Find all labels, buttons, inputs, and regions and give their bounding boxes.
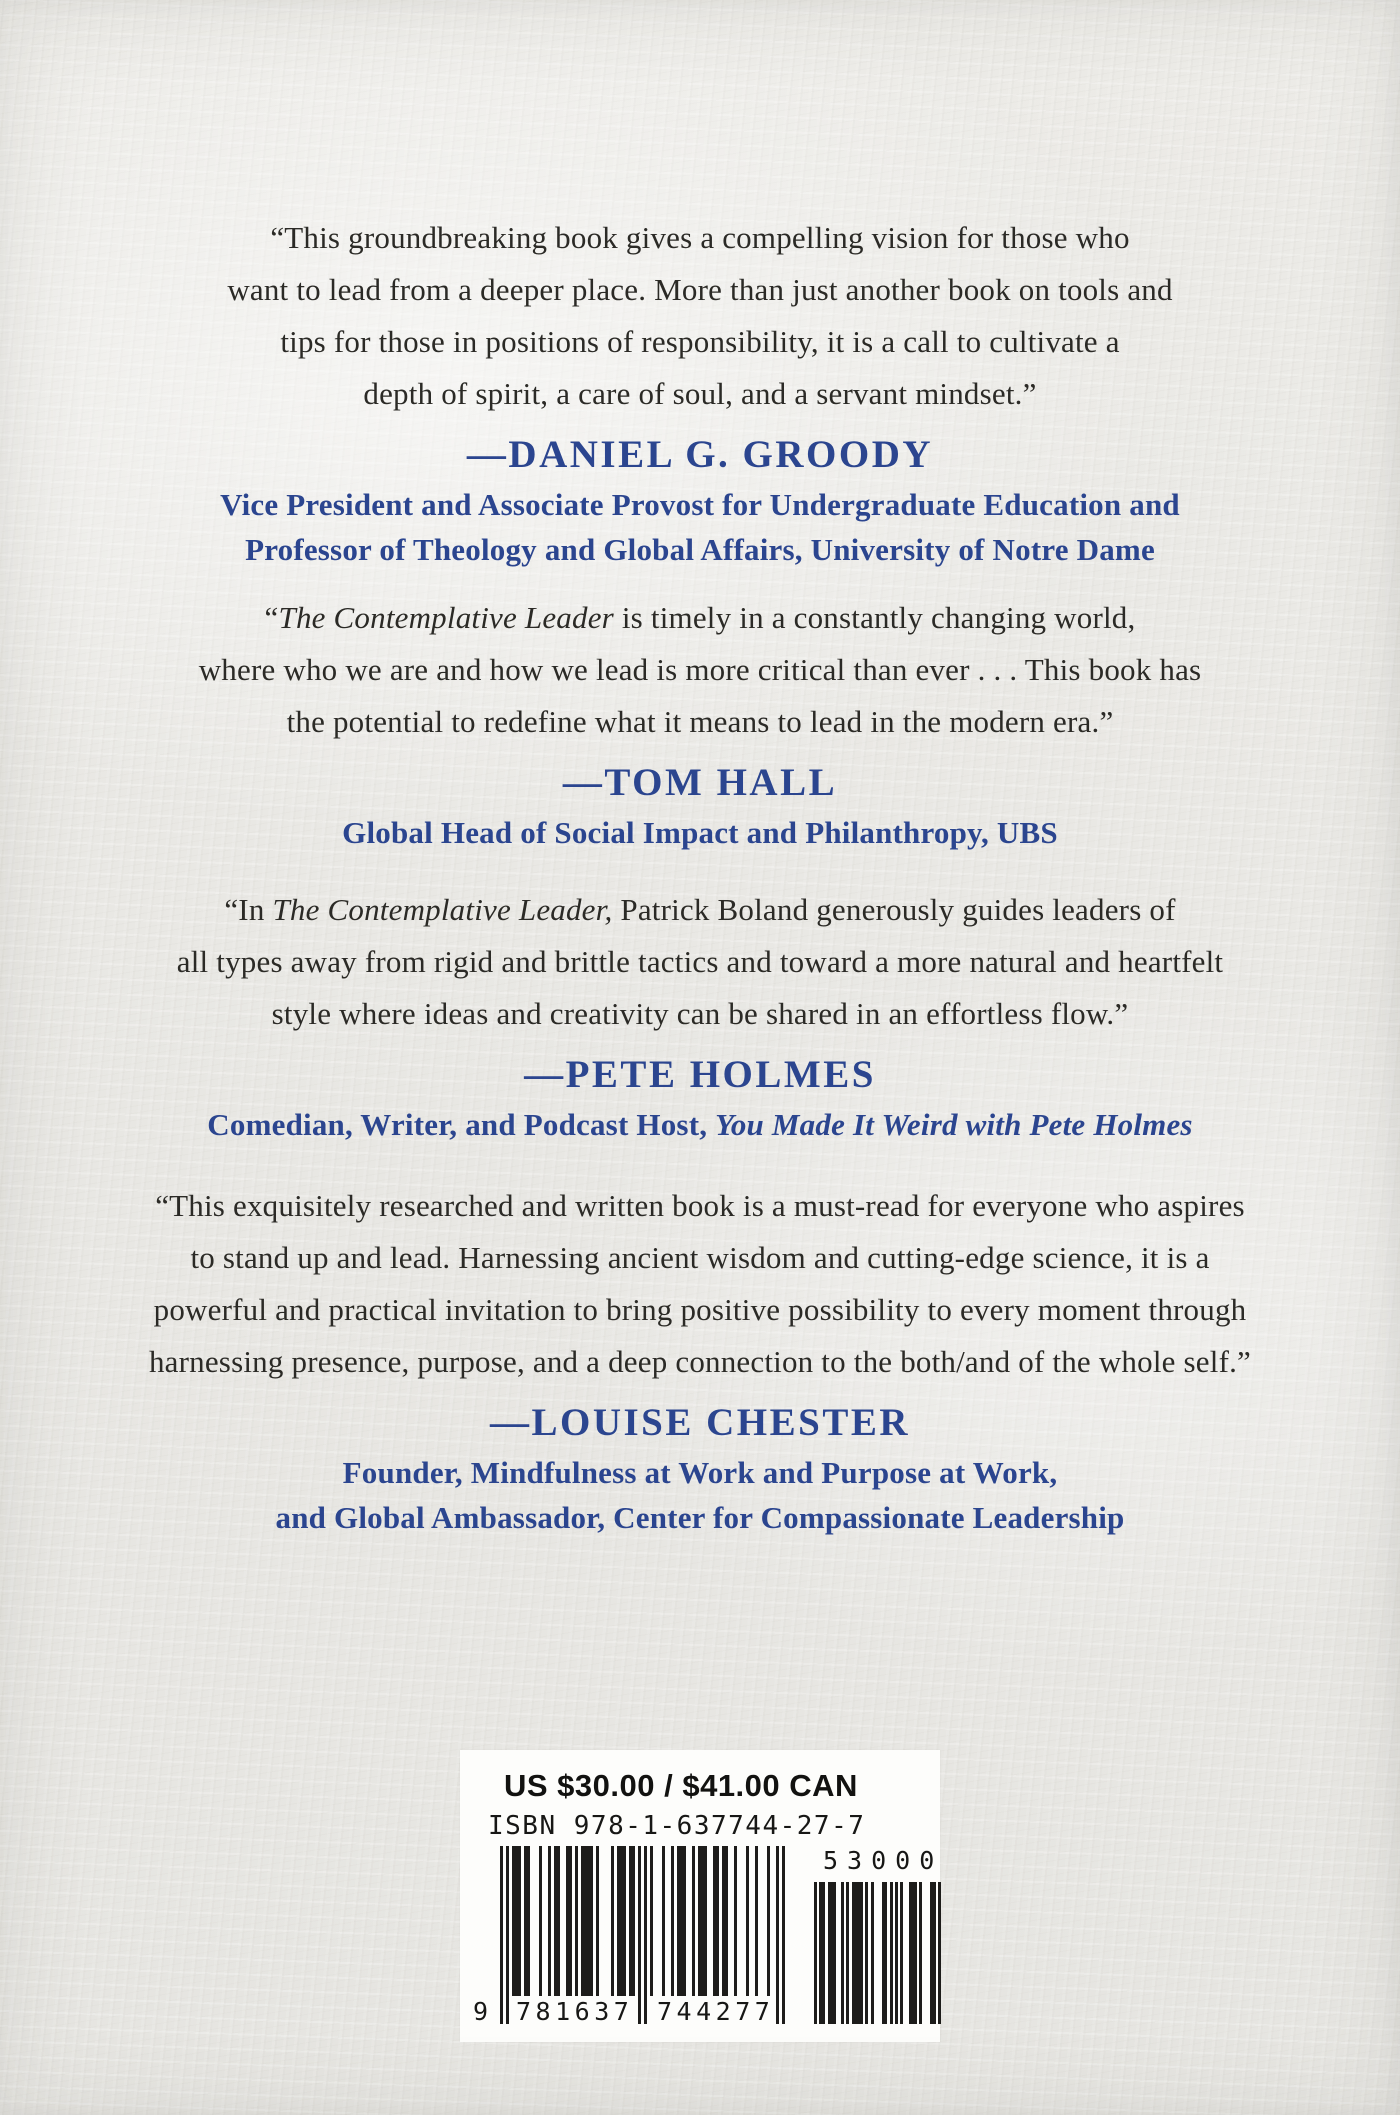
affiliation-line: Founder, Mindfulness at Work and Purpose at Work, bbox=[342, 1455, 1058, 1490]
ean-digits-left: 781637 bbox=[516, 1997, 634, 2026]
quote-text bbox=[0, 592, 1400, 748]
quote-line: is timely in a constantly changing world, bbox=[613, 600, 1136, 635]
addon-barcode bbox=[814, 1846, 944, 2024]
quote-line: “This exquisitely researched and written book is a must-read for everyone who aspires bbox=[155, 1188, 1245, 1223]
attribution-name: —TOM HALL bbox=[562, 761, 838, 804]
attribution-affiliation bbox=[0, 810, 1400, 855]
affiliation-line: Vice President and Associate Provost for Undergraduate Education and bbox=[220, 487, 1180, 522]
quote-line: where who we are and how we lead is more critical than ever . . . This book has bbox=[198, 652, 1202, 687]
attribution-affiliation bbox=[0, 1102, 1400, 1147]
affiliation-line: and Global Ambassador, Center for Compassionate Leadership bbox=[275, 1500, 1125, 1535]
ean-digits bbox=[473, 1995, 785, 2026]
quote-line: style where ideas and creativity can be shared in an effortless flow.” bbox=[271, 996, 1129, 1031]
attribution-affiliation bbox=[0, 482, 1400, 572]
ean-barcode bbox=[473, 1846, 785, 2026]
quote-line: powerful and practical invitation to bring positive possibility to every moment through bbox=[153, 1292, 1247, 1327]
addon-label: 53000 bbox=[823, 1846, 944, 1875]
quote-line: to stand up and lead. Harnessing ancient wisdom and cutting-edge science, it is a bbox=[190, 1240, 1210, 1275]
quote-line: Patrick Boland generously guides leaders of bbox=[612, 892, 1176, 927]
ean-digits-right: 744277 bbox=[657, 1997, 775, 2026]
affiliation-line: Global Head of Social Impact and Philanthropy, UBS bbox=[342, 815, 1058, 850]
quote-line: “In bbox=[224, 892, 273, 927]
endorsement-quote-hall bbox=[0, 592, 1400, 855]
attribution-name: —LOUISE CHESTER bbox=[489, 1401, 911, 1444]
endorsement-quote-holmes bbox=[0, 884, 1400, 1147]
endorsement-quote-chester bbox=[0, 1180, 1400, 1540]
barcode-panel bbox=[460, 1750, 944, 2042]
podcast-title-italic: You Made It Weird with Pete Holmes bbox=[715, 1107, 1193, 1142]
attribution-affiliation bbox=[0, 1450, 1400, 1540]
book-title-italic: The Contemplative Leader bbox=[278, 600, 614, 635]
quote-text bbox=[0, 1180, 1400, 1388]
isbn-label: ISBN 978-1-637744-27-7 bbox=[488, 1811, 866, 1841]
quote-line: want to lead from a deeper place. More than just another book on tools and bbox=[227, 272, 1173, 307]
endorsement-quote-groody bbox=[0, 212, 1400, 572]
affiliation-line: Professor of Theology and Global Affairs, University of Notre Dame bbox=[245, 532, 1155, 567]
quote-line: tips for those in positions of responsibility, it is a call to cultivate a bbox=[280, 324, 1120, 359]
quote-line: the potential to redefine what it means to lead in the modern era.” bbox=[286, 704, 1114, 739]
ean-digit-lead: 9 bbox=[473, 1997, 489, 2026]
quote-line: depth of spirit, a care of soul, and a servant mindset.” bbox=[363, 376, 1037, 411]
quote-line: “ bbox=[264, 600, 279, 635]
addon-barcode-bars bbox=[814, 1882, 941, 2024]
quote-text bbox=[0, 212, 1400, 420]
attribution-name: —DANIEL G. GROODY bbox=[466, 433, 934, 476]
quote-line: “This groundbreaking book gives a compelling vision for those who bbox=[270, 220, 1130, 255]
price-label: US $30.00 / $41.00 CAN bbox=[504, 1768, 858, 1803]
quote-line: harnessing presence, purpose, and a deep connection to the both/and of the whole self.” bbox=[148, 1344, 1252, 1379]
quote-line: all types away from rigid and brittle tactics and toward a more natural and heartfelt bbox=[176, 944, 1224, 979]
book-title-italic: The Contemplative Leader, bbox=[272, 892, 613, 927]
affiliation-line: Comedian, Writer, and Podcast Host, bbox=[207, 1107, 716, 1142]
attribution-name: —PETE HOLMES bbox=[524, 1053, 876, 1096]
quote-text bbox=[0, 884, 1400, 1040]
